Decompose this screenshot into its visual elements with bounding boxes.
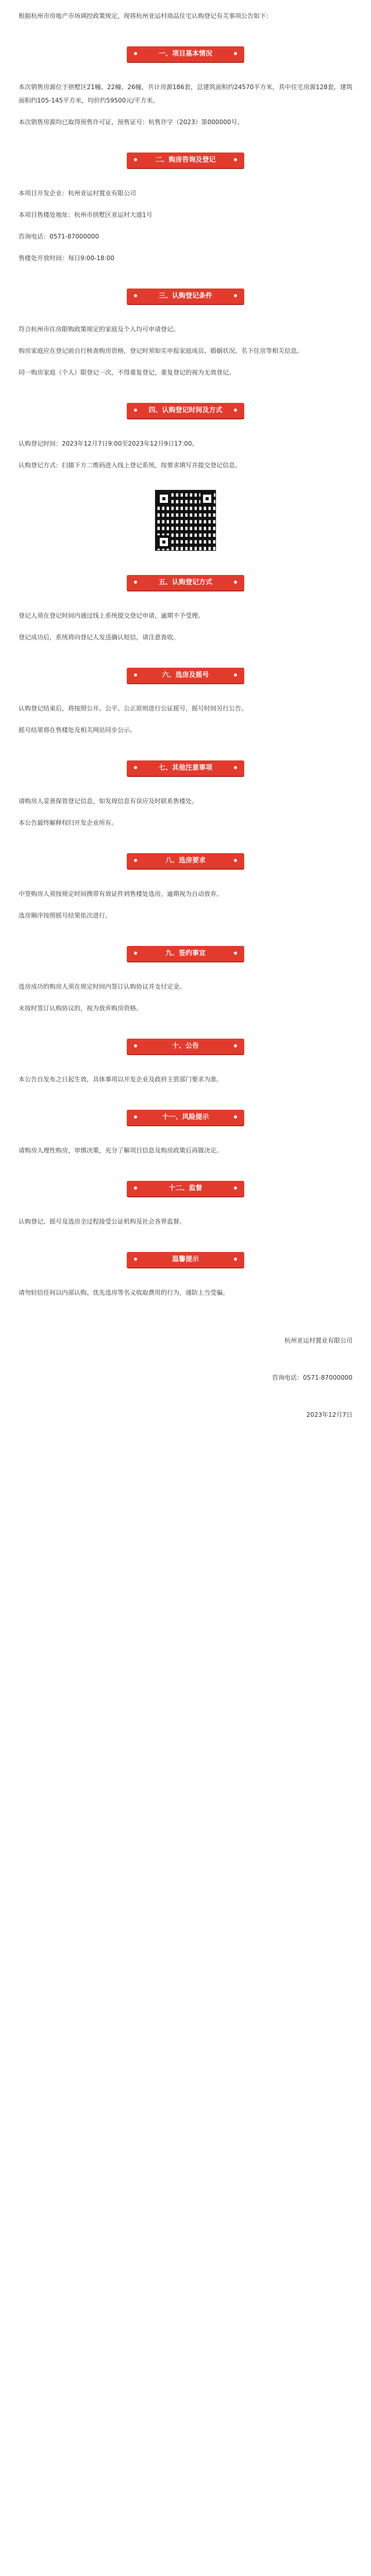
section-title-8: 八、选房要求	[127, 853, 244, 869]
section-2-paragraph-2: 本项目售楼处地址：杭州市拱墅区亚运村大道1号	[19, 211, 153, 218]
section-12-paragraph-1: 认购登记、摇号及选房全过程接受公证机构及社会各界监督。	[19, 1218, 186, 1225]
section-title-5: 五、认购登记方式	[127, 575, 244, 590]
section-13-paragraph-1: 请勿轻信任何以内部认购、优先选房等名义收取费用的行为，谨防上当受骗。	[19, 1289, 229, 1296]
section-title-10: 十、公告	[127, 1039, 244, 1054]
section-title-13: 温馨提示	[127, 1252, 244, 1267]
section-5-paragraph-2: 登记成功后，系统将向登记人发送确认短信，请注意查收。	[19, 634, 180, 641]
section-7-paragraph-1: 请购房人妥善保管登记信息，如发现信息有误应及时联系售楼处。	[19, 798, 198, 805]
qr-finder-top-right	[200, 492, 214, 505]
section-banner-12	[19, 1181, 352, 1196]
section-banner-2	[19, 152, 352, 168]
signature-company: 杭州亚运村置业有限公司	[284, 1337, 352, 1344]
section-banner-7	[19, 760, 352, 776]
qr-code-block	[19, 489, 352, 551]
section-title-9: 九、签约事宜	[127, 946, 244, 961]
section-banner-5	[19, 575, 352, 590]
section-3-paragraph-3: 同一购房家庭（个人）限登记一次，不得重复登记，重复登记的视为无效登记。	[19, 369, 235, 376]
section-title-12: 十二、监督	[127, 1181, 244, 1196]
section-2-paragraph-4: 售楼处开放时间：每日9:00-18:00	[19, 255, 114, 262]
section-title-1: 一、项目基本情况	[127, 46, 244, 62]
section-3-paragraph-1: 符合杭州市住房限购政策规定的家庭及个人均可申请登记。	[19, 326, 180, 333]
section-7-paragraph-2: 本公告最终解释权归开发企业所有。	[19, 819, 118, 826]
section-title-11: 十一、风险提示	[127, 1110, 244, 1125]
section-banner-4	[19, 403, 352, 418]
section-banner-11	[19, 1110, 352, 1125]
section-banner-10	[19, 1039, 352, 1054]
section-title-3: 三、认购登记条件	[127, 289, 244, 304]
section-title-7: 七、其他注意事项	[127, 760, 244, 776]
intro-paragraph: 根据杭州市房地产市场调控政策规定，现将杭州亚运村商品住宅认购登记有关事项公告如下：	[19, 12, 273, 20]
section-6-paragraph-2: 摇号结果将在售楼处及相关网站同步公示。	[19, 726, 137, 734]
section-1-paragraph-1: 本次销售房源位于拱墅区21幢、22幢、26幢，共计房源186套，总建筑面积约24570平方米，其中住宅房源128套，建筑面积约105-145平方米，均价约59500元/平方米。	[19, 83, 352, 104]
section-banner-9	[19, 946, 352, 961]
section-8-paragraph-1: 中签购房人须按规定时间携带有效证件到售楼处选房，逾期视为自动放弃。	[19, 890, 223, 897]
section-title-6: 六、选房及摇号	[127, 668, 244, 683]
signature-phone: 咨询电话：0571-87000000	[272, 1374, 352, 1381]
section-banner-1	[19, 46, 352, 62]
section-banner-8	[19, 853, 352, 869]
section-title-4: 四、认购登记时间及方式	[127, 403, 244, 418]
qr-finder-bottom-left	[157, 535, 171, 549]
section-banner-3	[19, 289, 352, 304]
section-6-paragraph-1: 认购登记结束后，将按照公开、公平、公正原则进行公证摇号，摇号时间另行公告。	[19, 705, 248, 712]
section-2-paragraph-1: 本项目开发企业：杭州亚运村置业有限公司	[19, 190, 137, 197]
signature-block	[19, 1310, 352, 1446]
qr-finder-top-left	[157, 492, 171, 505]
section-banner-13	[19, 1252, 352, 1267]
registration-qr-code[interactable]	[155, 489, 216, 551]
section-4-paragraph-2: 认购登记方式：扫描下方二维码进入线上登记系统，按要求填写并提交登记信息。	[19, 462, 242, 469]
section-9-paragraph-1: 选房成功的购房人须在规定时间内签订认购协议并支付定金。	[19, 983, 186, 990]
section-10-paragraph-1: 本公告自发布之日起生效，具体事项以开发企业及政府主管部门要求为准。	[19, 1076, 223, 1083]
section-banner-6	[19, 668, 352, 683]
section-8-paragraph-2: 选房顺序按照摇号结果依次进行。	[19, 912, 112, 919]
section-3-paragraph-2: 购房家庭应在登记前自行核查购房资格，登记时须如实申报家庭成员、婚姻状况、名下住房等相关信息。	[19, 347, 303, 354]
section-11-paragraph-1: 请购房人理性购房，审慎决策，充分了解项目信息及购房政策后再做决定。	[19, 1147, 223, 1154]
section-9-paragraph-2: 未按时签订认购协议的，视为放弃购房资格。	[19, 1005, 143, 1012]
section-2-paragraph-3: 咨询电话：0571-87000000	[19, 233, 99, 240]
section-title-2: 二、购房咨询及登记	[127, 152, 244, 168]
section-5-paragraph-1: 登记人须在登记时间内通过线上系统提交登记申请，逾期不予受理。	[19, 612, 205, 619]
section-4-paragraph-1: 认购登记时间：2023年12月7日9:00至2023年12月9日17:00。	[19, 440, 198, 447]
signature-date: 2023年12月7日	[306, 1411, 352, 1418]
section-1-paragraph-2: 本次销售房源均已取得预售许可证，预售证号：杭售许字（2023）第000000号。	[19, 118, 244, 126]
